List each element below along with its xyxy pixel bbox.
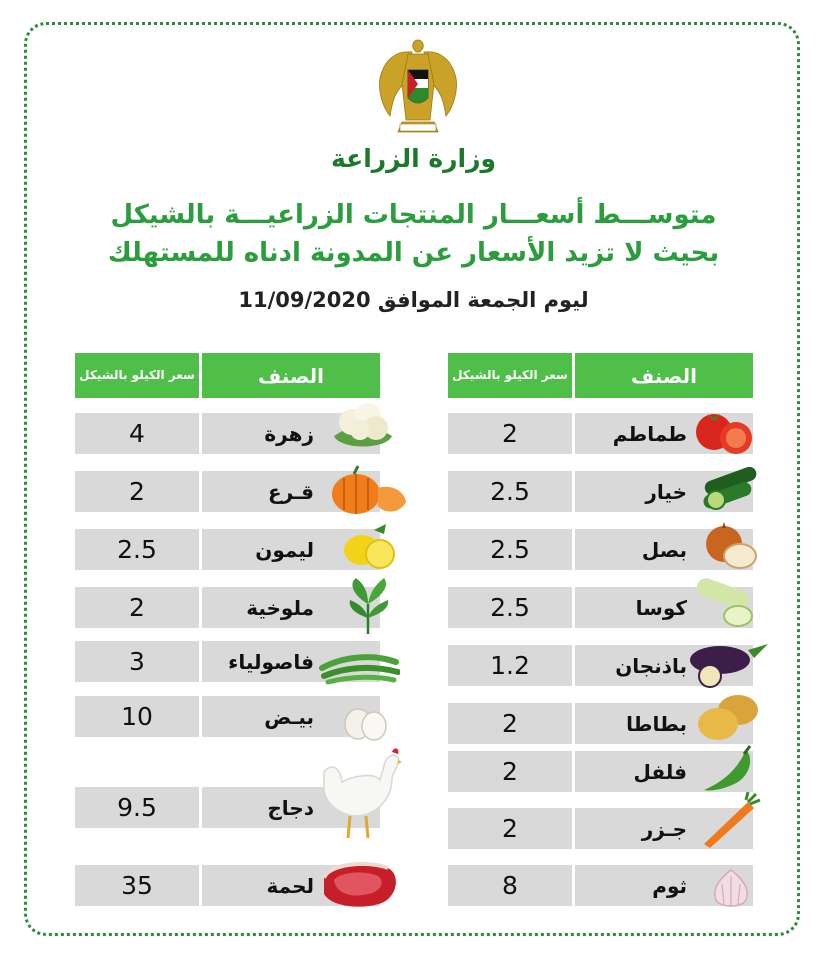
price-cell: 1.2 xyxy=(448,645,572,686)
pepper-icon xyxy=(698,744,758,796)
ministry-name: وزارة الزراعة xyxy=(330,144,497,173)
cauliflower-icon xyxy=(330,400,396,458)
item-name-cell: فلفل xyxy=(575,751,753,792)
meat-icon xyxy=(318,858,400,910)
tomato-icon xyxy=(690,402,756,458)
chicken-icon xyxy=(314,742,402,842)
onion-icon xyxy=(700,518,758,574)
item-name-cell: ثوم xyxy=(575,865,753,906)
eggplant-icon xyxy=(688,636,770,690)
mulukhiyah-icon xyxy=(340,574,396,636)
title-line-1: متوســـط أسعـــار المنتجات الزراعيـــة بالشيكل xyxy=(110,200,717,230)
price-cell: 2 xyxy=(448,413,572,454)
item-name-cell: ملوخية xyxy=(202,587,380,628)
table-header xyxy=(448,353,753,398)
price-cell: 2.5 xyxy=(448,587,572,628)
item-name-cell: دجاج xyxy=(202,787,380,828)
item-name-cell: طماطم xyxy=(575,413,753,454)
price-cell: 4 xyxy=(75,413,199,454)
price-cell: 2.5 xyxy=(75,529,199,570)
garlic-icon xyxy=(708,866,754,910)
zucchini-icon xyxy=(692,578,760,628)
item-name-cell: ليمون xyxy=(202,529,380,570)
date-line: ليوم الجمعة الموافق 11/09/2020 xyxy=(238,288,589,312)
pumpkin-icon xyxy=(328,462,408,520)
price-cell: 2.5 xyxy=(448,471,572,512)
palestine-emblem-icon xyxy=(372,34,464,144)
carrot-icon xyxy=(696,792,762,852)
item-name-cell: زهرة xyxy=(202,413,380,454)
item-name-cell: بطاطا xyxy=(575,703,753,744)
title-line-2: بحيث لا تزيد الأسعار عن المدونة ادناه للمستهلك xyxy=(107,238,720,268)
green-beans-icon xyxy=(318,642,400,686)
column-header-item: الصنف xyxy=(202,353,380,398)
price-cell: 2 xyxy=(448,751,572,792)
column-header-item: الصنف xyxy=(575,353,753,398)
price-cell: 2 xyxy=(448,703,572,744)
price-cell: 2 xyxy=(75,471,199,512)
price-cell: 2.5 xyxy=(448,529,572,570)
item-name-cell: بيـض xyxy=(202,696,380,737)
item-name-cell: جـزر xyxy=(575,808,753,849)
cucumber-icon xyxy=(698,462,762,514)
price-cell: 35 xyxy=(75,865,199,906)
price-cell: 10 xyxy=(75,696,199,737)
table-row xyxy=(75,696,380,737)
item-name-cell: كوسا xyxy=(575,587,753,628)
item-name-cell: بصل xyxy=(575,529,753,570)
price-table-left xyxy=(75,353,380,900)
potato-icon xyxy=(694,688,762,744)
column-header-price: سعر الكيلو بالشيكل xyxy=(75,353,199,398)
table-row xyxy=(75,587,380,628)
price-table-right xyxy=(448,353,753,900)
item-name-cell: خيار xyxy=(575,471,753,512)
price-cell: 2 xyxy=(75,587,199,628)
item-name-cell: باذنجان xyxy=(575,645,753,686)
eggs-icon xyxy=(340,704,390,742)
price-cell: 9.5 xyxy=(75,787,199,828)
item-name-cell: لحمة xyxy=(202,865,380,906)
price-cell: 8 xyxy=(448,865,572,906)
item-name-cell: قـرع xyxy=(202,471,380,512)
price-cell: 3 xyxy=(75,641,199,682)
column-header-price: سعر الكيلو بالشيكل xyxy=(448,353,572,398)
lemon-icon xyxy=(334,522,398,574)
item-name-cell: فاصولياء xyxy=(202,641,380,682)
table-header xyxy=(75,353,380,398)
price-cell: 2 xyxy=(448,808,572,849)
